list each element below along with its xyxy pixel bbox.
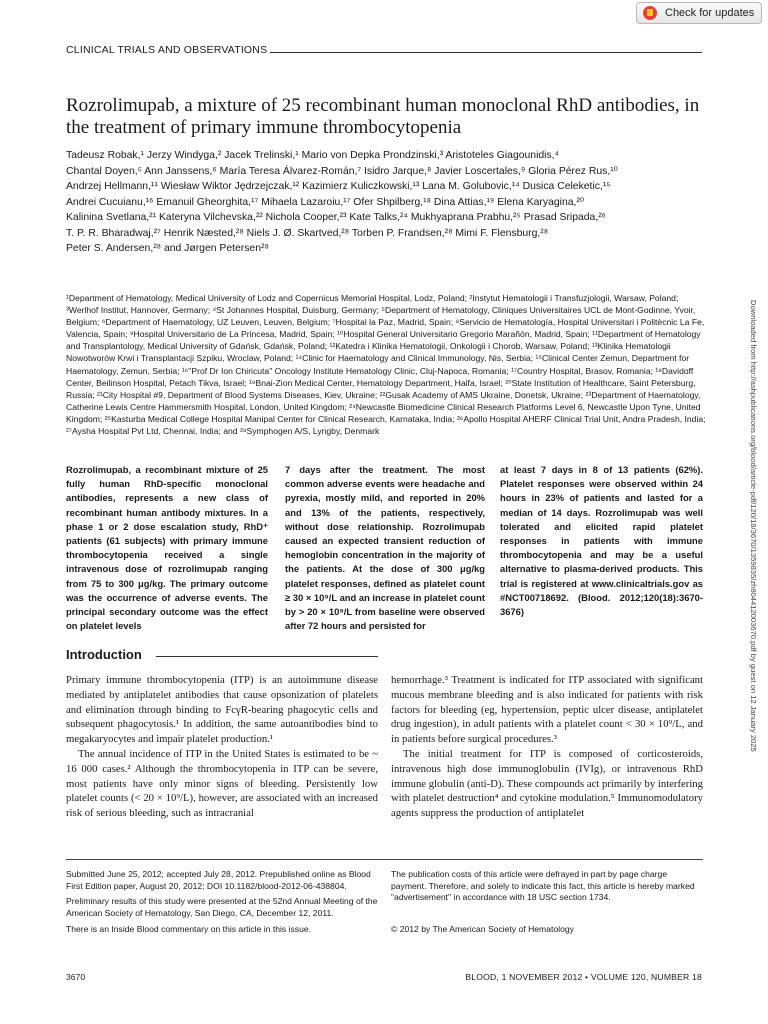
author-line: Kalinina Svetlana,²¹ Kateryna Vilchevska,²² Nichola Cooper,²³ Kate Talks,²⁴ Mukhyaprana Prabhu,²⁵ Prasad Sripada,²⁶ xyxy=(66,212,606,223)
page-number: 3670 xyxy=(66,972,86,982)
intro-column-2 xyxy=(391,673,703,821)
intro-column-1 xyxy=(66,673,378,821)
footnote-inside-blood: There is an Inside Blood commentary on this article in this issue. xyxy=(66,924,312,934)
affiliations: ¹Department of Hematology, Medical University of Lodz and Copernicus Memorial Hospital, Lodz, Poland; ²Instytut Hematologii i Transfuzjologii, Warsaw, Poland; ³Werlhof Institut, Hannover, Germany; ⁴St Johannes Hospital, Duisburg, Germany; ⁵Department of Hematology, Cliniques Universitaires UCL de Mont-Godinne, Yvoir, Belgium; ⁶Department of Haematology, UZ Leuven, Leuven, Belgium; ⁷Hospital la Paz, Madrid, Spain; ⁸Servicio de Hematología, Hospital Universitari i Politècnic La Fe, Valencia, Spain; ⁹Hospital Universitario de La Princesa, Madrid, Spain; ¹⁰Hospital General Universitario Gregorio Marañón, Madrid, Spain; ¹¹Department of Hematology and Transplantology, Medical University of Gdańsk, Gdańsk, Poland; ¹²Katedra i Klinika Hematologii, Onkologii i Chorob, Warsaw, Poland; ¹³Klinika Hematologii Nowotworów Krwi i Transplantacji Szpiku, Wroclaw, Poland; ¹⁴Clinic for Haematology and Clinical Immunology, Nis, Serbia; ¹⁵Clinical Center Zemun, Department for Haematology, Zemun, Serbia; ¹⁶"Prof Dr Ion Chiricuta" Oncology Institute Hematology Clinic, Cluj-Napoca, Romania; ¹⁷Country Hospital, Brasov, Romania; ¹⁸Davidoff Center, Beilinson Hospital, Petach Tikva, Israel; ¹⁹Bnai-Zion Medical Center, Hematology Department, Haifa, Israel; ²⁰State Institution of Healthcare, Saint Petersburg, Russia; ²¹City Hospital #9, Department of Blood Systems Diseases, Kiev, Ukraine; ²²Gusak Academy of AMS Ukraine, Donetsk, Ukraine; ²³Department of Haematology, Catherine Lewis Centre Hammersmith Hospital, London, United Kingdom; ²⁴Newcastle Biomedicine Clinical Research Platforms Level 6, Newcastle Upon Tyne, United Kingdom; ²⁵Kasturba Medical College Hospital Manipal Center for Clinical Research, Karnataka, India; ²⁶Apollo Hospital AHERF Clinical Trial Unit, Andra Pradesh, India; ²⁷Aysha Hospital Pvt Ltd, Chennai, India; and ²⁸Symphogen A/S, Lyngby, Denmark xyxy=(66,293,706,437)
download-watermark: Downloaded from http://ashpublications.org/blood/article-pdf/120/18/3670/1359835/zh804412003670.pdf by guest on 12 January 2025 xyxy=(749,300,758,752)
author-line: Peter S. Andersen,²⁸ and Jørgen Petersen²⁸ xyxy=(66,243,269,254)
abstract-column-1: Rozrolimupab, a recombinant mixture of 25 fully human RhD-specific monoclonal antibodies, represents a new class of recombinant human antibody mixtures. In a phase 1 or 2 dose escalation study, RhD⁺ patients (61 subjects) with primary immune thrombocytopenia received a single intravenous dose of rozrolimupab ranging from 75 to 300 μg/kg. The primary outcome was the occurrence of adverse events. The principal secondary outcome was the effect on platelet levels xyxy=(66,464,268,632)
footnote-publication-costs: The publication costs of this article were defrayed in part by page charge payment. Therefore, and solely to indicate this fact, this article is hereby marked "advertisement" in accordance with 18 USC section 1734. xyxy=(391,869,695,903)
footnote-copyright: © 2012 by The American Society of Hematology xyxy=(391,924,574,934)
abstract-column-3: at least 7 days in 8 of 13 patients (62%). Platelet responses were observed within 24 hours in 23% of patients and lasted for a median of 14 days. Rozrolimupab was well tolerated and elicited rapid platelet responses in patients with immune thrombocytopenia and may be a useful alternative to plasma-derived products. This trial is registered at www.clinicaltrials.gov as #NCT00718692. (Blood. 2012;120(18):3670-3676) xyxy=(500,464,703,618)
author-line: Andrei Cucuianu,¹⁶ Emanuil Gheorghita,¹⁷ Mihaela Lazaroiu,¹⁷ Ofer Shpilberg,¹⁸ Dina Attias,¹⁹ Elena Karyagina,²⁰ xyxy=(66,196,585,208)
footnote-submitted: Submitted June 25, 2012; accepted July 28, 2012. Prepublished online as Blood First Edition paper, August 20, 2012; DOI 10.1182/blood-2012-06-438804. xyxy=(66,869,371,891)
intro-paragraph: Primary immune thrombocytopenia (ITP) is an autoimmune disease mediated by antiplatelet antibodies that cause opsonization of platelets and elimination through binding to FcγR-bearing phagocytic cells and subsequent phagocytosis.¹ In addition, the same autoantibodies bind to megakaryocytes and impair platelet production.¹ xyxy=(66,674,378,746)
footnote-preliminary: Preliminary results of this study were presented at the 52nd Annual Meeting of the American Society of Hematology, San Diego, CA, December 12, 2011. xyxy=(66,896,378,918)
author-line: Tadeusz Robak,¹ Jerzy Windyga,² Jacek Trelinski,¹ Mario von Depka Prondzinski,³ Aristoteles Giagounidis,⁴ xyxy=(66,150,560,161)
crossmark-icon xyxy=(643,6,657,20)
author-line: Chantal Doyen,⁵ Ann Janssens,⁶ María Teresa Álvarez-Román,⁷ Isidro Jarque,⁸ Javier Loscertales,⁹ Gloria Pérez Rus,¹⁰ xyxy=(66,165,618,177)
check-for-updates-button[interactable] xyxy=(636,2,762,24)
abstract-column-2: 7 days after the treatment. The most common adverse events were headache and pyrexia, mostly mild, and reported in 20% and 13% of the patients, respectively, without dose relationship. Rozrolimupab caused an expected transient reduction of hemoglobin concentration in the majority of the patients. At the dose of 300 μg/kg platelet responses, defined as platelet count ≥ 30 × 10⁹/L and an increase in platelet count by > 20 × 10⁹/L from baseline were observed after 72 hours and persisted for xyxy=(285,464,485,632)
check-for-updates-label: Check for updates xyxy=(665,7,755,19)
footnote-divider xyxy=(66,859,703,860)
journal-info: BLOOD, 1 NOVEMBER 2012 • VOLUME 120, NUMBER 18 xyxy=(465,972,702,982)
introduction-divider xyxy=(156,656,378,657)
section-label: CLINICAL TRIALS AND OBSERVATIONS xyxy=(66,44,268,56)
introduction-heading: Introduction xyxy=(66,647,142,662)
author-line: T. P. R. Bharadwaj,²⁷ Henrik Næsted,²⁸ Niels J. Ø. Skartved,²⁸ Torben P. Frandsen,²⁸ Mimi F. Flensburg,²⁸ xyxy=(66,227,549,239)
author-list xyxy=(66,148,706,257)
intro-paragraph: The initial treatment for ITP is composed of corticosteroids, intravenous high dose immunoglobulin (IVIg), or intravenous RhD immune globulin (anti-D). These compounds act primarily by interfering with platelet destruction⁴ and cytokine modulation.⁵ Immunomodulatory agents suppress the production of antiplatelet xyxy=(391,747,703,820)
section-divider xyxy=(270,52,702,53)
intro-paragraph: The annual incidence of ITP in the United States is estimated to be ~ 16 000 cases.² Although the thrombocytopenia in ITP can be severe, most patients have only minor signs of bleeding. Persistently low platelet counts (< 20 × 10⁹/L), however, are associated with an increased risk of serious bleeding, such as intracranial xyxy=(66,747,378,820)
intro-paragraph: hemorrhage.³ Treatment is indicated for ITP associated with significant mucous membrane bleeding and is also indicated for patients with risk factors for bleeding (eg, hypertension, peptic ulcer disease, antiplatelet drug ingestion), in adult patients with a platelet count < 30 × 10⁹/L, and in patients before surgical procedures.³ xyxy=(391,674,703,746)
author-line: Andrzej Hellmann,¹¹ Wiesław Wiktor Jędrzejczak,¹² Kazimierz Kuliczkowski,¹³ Lana M. Golubovic,¹⁴ Dusica Celeketic,¹⁵ xyxy=(66,181,611,192)
article-title: Rozrolimupab, a mixture of 25 recombinant human monoclonal RhD antibodies, in the treatment of primary immune thrombocytopenia xyxy=(66,95,700,138)
